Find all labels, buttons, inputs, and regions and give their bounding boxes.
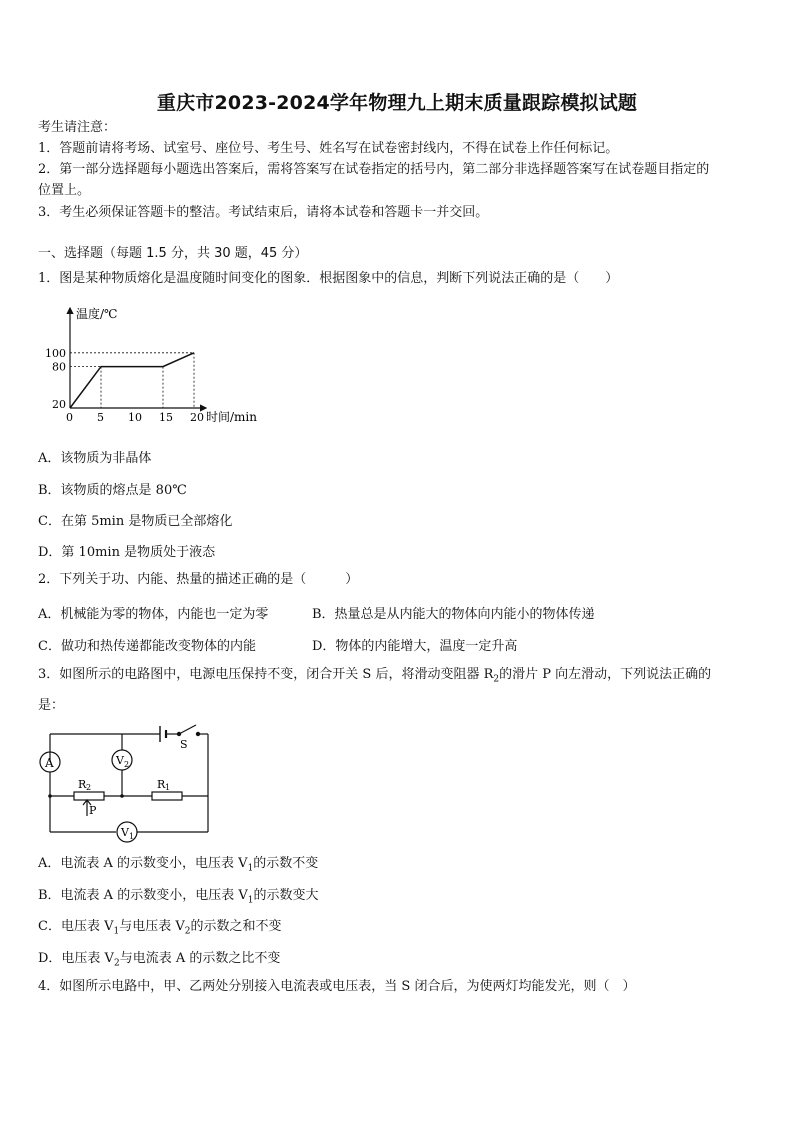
svg-text:V: V — [116, 754, 124, 767]
svg-text:P: P — [89, 804, 97, 817]
y-tick-label: 20 — [52, 398, 66, 411]
question-2-stem: 2．下列关于功、内能、热量的描述正确的是（ ） — [38, 572, 359, 587]
q2-option-a: A．机械能为零的物体，内能也一定为零 — [38, 607, 269, 622]
section-heading: 一、选择题（每题 1.5 分，共 30 题，45 分） — [38, 246, 308, 261]
x-tick-label: 15 — [159, 411, 173, 424]
notice-item-2-cont: 位置上。 — [38, 183, 91, 198]
resistor-r1 — [152, 792, 182, 800]
q3-option-b: B．电流表 A 的示数变小，电压表 $V_1$的示数变大 — [38, 888, 319, 906]
switch-blade — [179, 725, 196, 734]
question-1-stem: 1．图是某种物质熔化是温度随时间变化的图象．根据图象中的信息，判断下列说法正确的是（ ） — [38, 271, 619, 286]
svg-text:2: 2 — [124, 760, 130, 769]
resistor-r2 — [74, 792, 104, 800]
notice-heading: 考生请注意： — [38, 120, 117, 135]
x-tick-label: 10 — [128, 411, 142, 424]
q3-option-c: C．电压表 $V_1$与电压表 $V_2$的示数之和不变 — [38, 919, 282, 937]
y-tick-label: 80 — [52, 360, 66, 374]
svg-text:1: 1 — [165, 783, 171, 792]
svg-text:V: V — [121, 826, 129, 839]
q3-option-a: A．电流表 A 的示数变小，电压表 $V_1$的示数不变 — [38, 856, 319, 874]
q2-option-b: B．热量总是从内能大的物体向内能小的物体传递 — [312, 607, 595, 622]
melting-graph — [38, 300, 268, 430]
x-tick-label: 20 — [190, 411, 204, 424]
x-axis-label: 时间/min — [206, 410, 257, 424]
q3-option-d: D．电压表 $V_2$与电流表 A 的示数之比不变 — [38, 951, 281, 969]
q1-option-d: D．第 10min 是物质处于液态 — [38, 545, 216, 560]
circuit-diagram — [36, 722, 216, 844]
q1-option-b: B．该物质的熔点是 80℃ — [38, 483, 187, 498]
page-title: 重庆市2023-2024学年物理九上期末质量跟踪模拟试题 — [156, 92, 638, 114]
svg-text:A: A — [45, 756, 54, 770]
question-3-stem: 3．如图所示的电路图中，电源电压保持不变，闭合开关 S 后，将滑动变阻器 $R_2$的滑片 P 向左滑动，下列说法正确的 — [38, 667, 712, 685]
q1-option-c: C．在第 5min 是物质已全部熔化 — [38, 514, 233, 529]
q2-option-d: D．物体的内能增大，温度一定升高 — [312, 639, 518, 654]
svg-text:2: 2 — [86, 783, 92, 792]
svg-text:R: R — [157, 778, 166, 791]
temperature-line — [70, 353, 194, 408]
question-4-stem: 4．如图所示电路中，甲、乙两处分别接入电流表或电压表，当 S 闭合后，为使两灯均能发光，则（ ） — [38, 979, 636, 994]
q1-option-a: A．该物质为非晶体 — [38, 451, 152, 466]
notice-item-2: 2．第一部分选择题每小题选出答案后，需将答案写在试卷指定的括号内，第二部分非选择题答案写在试卷题目指定的 — [38, 162, 710, 177]
svg-text:S: S — [180, 738, 188, 751]
notice-item-3: 3．考生必须保证答题卡的整洁。考试结束后，请将本试卷和答题卡一并交回。 — [38, 205, 489, 220]
svg-text:1: 1 — [129, 832, 135, 841]
y-axis-label: 温度/℃ — [76, 307, 118, 321]
y-tick-label: 100 — [45, 346, 66, 360]
q2-option-c: C．做功和热传递都能改变物体的内能 — [38, 639, 256, 654]
question-3-stem-cont: 是： — [38, 698, 65, 713]
x-tick-label: 5 — [97, 411, 104, 424]
x-tick-label: 0 — [66, 411, 73, 424]
svg-text:R: R — [78, 778, 87, 791]
notice-item-1: 1．答题前请将考场、试室号、座位号、考生号、姓名写在试卷密封线内，不得在试卷上作任何标记。 — [38, 141, 619, 156]
